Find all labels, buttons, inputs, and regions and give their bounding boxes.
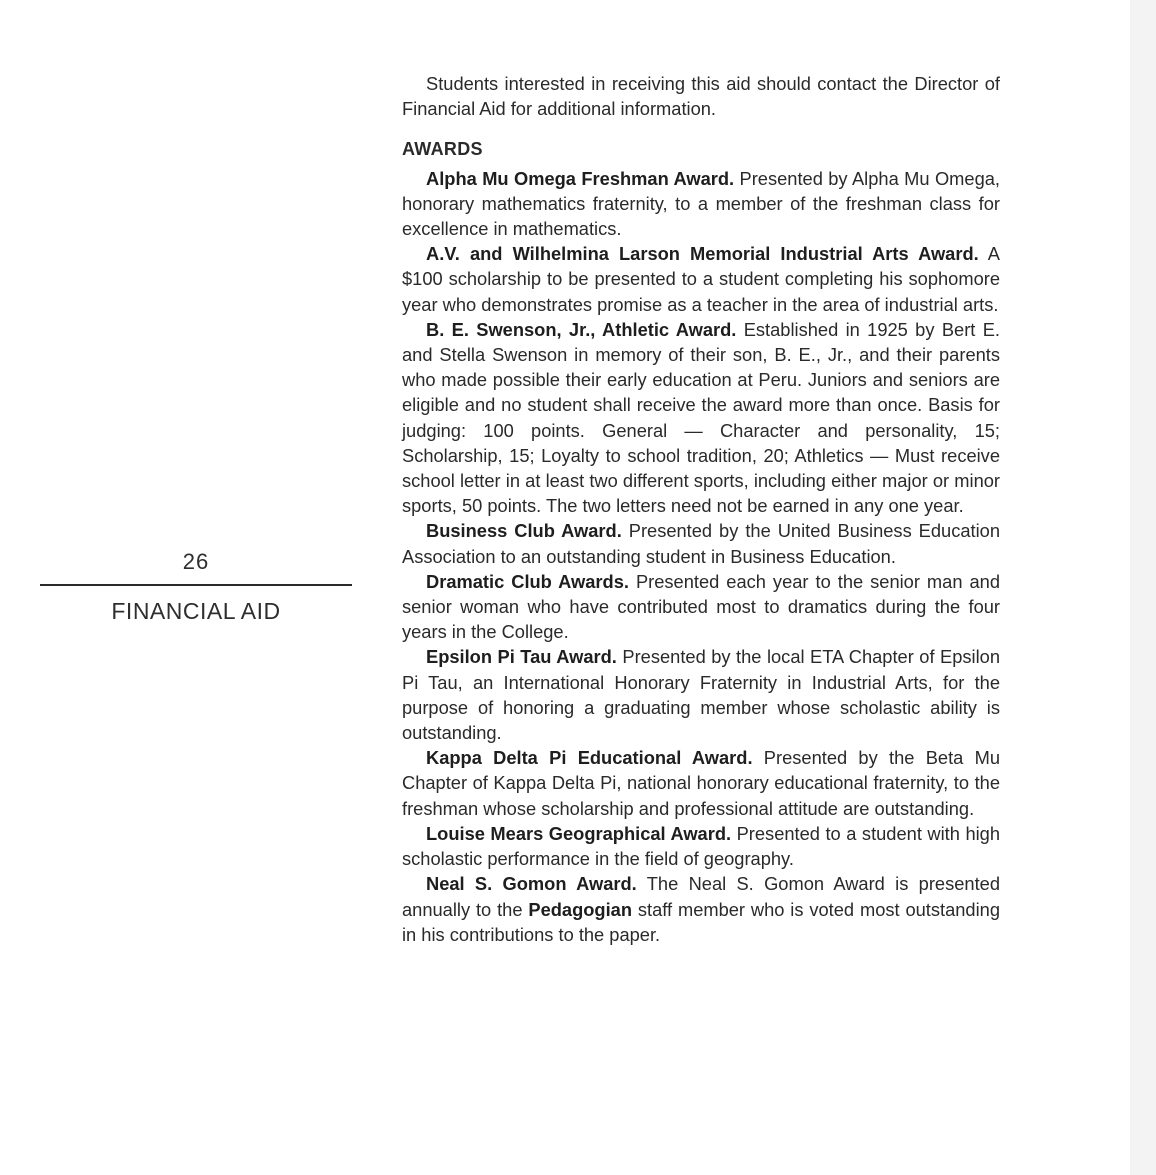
award-entry	[402, 166, 1000, 242]
intro-paragraph: Students interested in receiving this aid should contact the Director of Financial Aid for additional information.	[402, 73, 1000, 120]
publication-name: Pedagogian	[528, 898, 632, 920]
margin-tab	[40, 545, 352, 627]
award-title: Kappa Delta Pi Educational Award.	[426, 747, 753, 769]
award-description: Presented each year to the senior man and senior woman who have contributed most to dramatics during the four years in the College.	[402, 570, 1000, 643]
awards-heading: AWARDS	[402, 139, 483, 160]
award-entry	[402, 745, 1000, 821]
award-description: Presented to a student with high scholastic performance in the field of geography.	[402, 822, 1001, 870]
award-title: B. E. Swenson, Jr., Athletic Award.	[426, 318, 737, 340]
award-entry	[402, 569, 1000, 645]
award-description: Presented by the Beta Mu Chapter of Kappa Delta Pi, national honorary educational fraternity, to the freshman whose scholarship and professional attitude are outstanding.	[402, 747, 1000, 819]
award-entry	[402, 871, 1000, 947]
tab-divider	[40, 584, 352, 586]
page-number: 26	[182, 549, 210, 574]
award-entry	[402, 241, 1000, 317]
award-description: Presented by Alpha Mu Omega, honorary mathematics fraternity, to a member of the freshman class for excellence in mathematics.	[402, 167, 1000, 240]
award-title: Epsilon Pi Tau Award.	[426, 646, 617, 668]
award-entry	[402, 644, 1000, 745]
award-description-end: staff member who is voted most outstanding in his contributions to the paper.	[402, 898, 1000, 945]
page-content	[402, 71, 1000, 947]
award-description: A $100 scholarship to be presented to a student completing his sophomore year who demonstrates promise as a teacher in the area of industrial arts.	[402, 243, 1001, 315]
award-entry	[402, 317, 1000, 519]
award-title: A.V. and Wilhelmina Larson Memorial Industrial Arts Award.	[426, 243, 979, 265]
award-title: Dramatic Club Awards.	[426, 570, 629, 592]
award-description: Established in 1925 by Bert E. and Stella Swenson in memory of their son, B. E., Jr., and their parents who made possible their early education at Peru. Juniors and seniors are eligible and no student shall receive the award more than once. Basis for judging: 100 points. General — Character and personality, 15; Scholarship, 15; Loyalty to school tradition, 20; Athletics — Must receive school letter in at least two different sports, including either major or minor sports, 50 points. The two letters need not be earned in any one year.	[402, 318, 1000, 517]
award-description: Presented by the United Business Education Association to an outstanding student in Business Education.	[402, 520, 1000, 567]
section-title: FINANCIAL AID	[111, 598, 281, 624]
award-title: Business Club Award.	[426, 520, 622, 542]
award-title: Alpha Mu Omega Freshman Award.	[426, 167, 735, 189]
award-title: Neal S. Gomon Award.	[426, 873, 637, 895]
award-description: Presented by the local ETA Chapter of Epsilon Pi Tau, an International Honorary Fraternity in Industrial Arts, for the purpose of honoring a graduating member whose scholastic ability is outstanding.	[402, 646, 1000, 744]
page-edge-shadow	[1130, 0, 1156, 1175]
award-description: The Neal S. Gomon Award is presented annually to the	[402, 873, 1000, 920]
award-title: Louise Mears Geographical Award.	[426, 822, 732, 844]
award-entry	[402, 518, 1000, 568]
award-entry	[402, 821, 1000, 871]
